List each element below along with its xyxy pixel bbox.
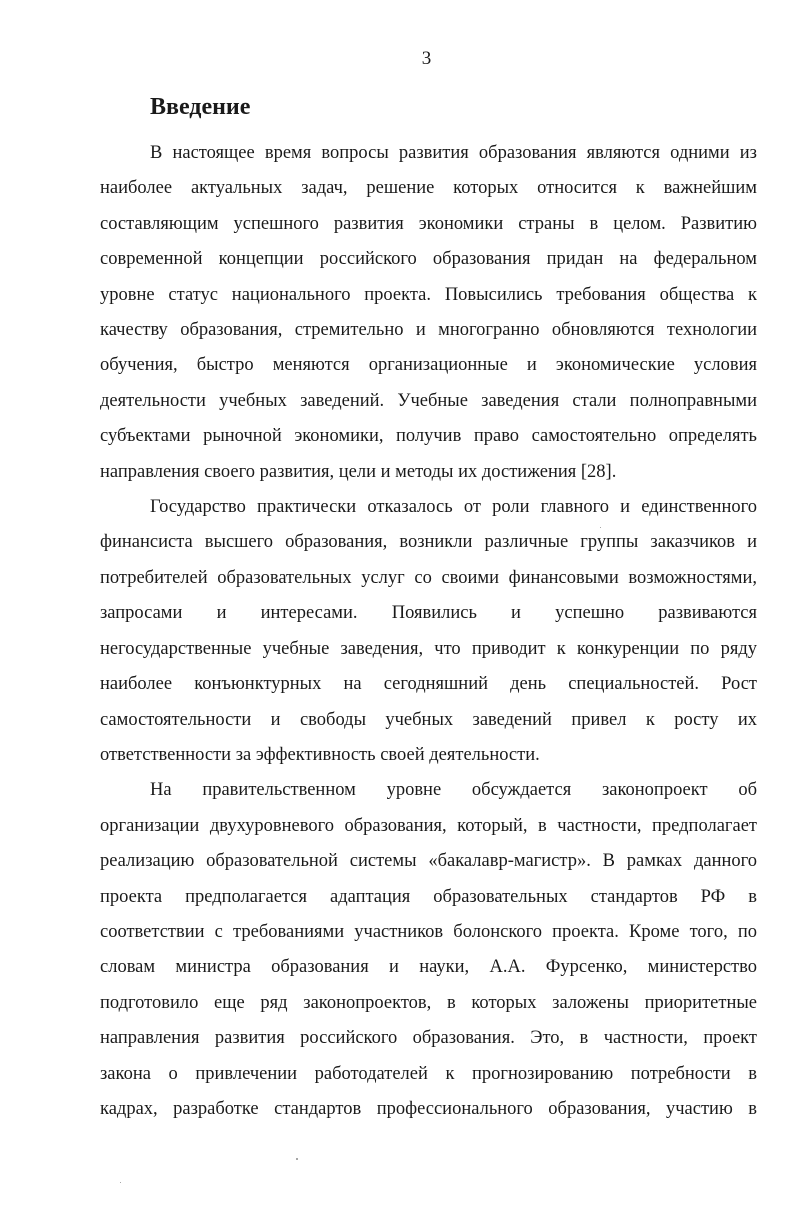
text-line: негосударственные учебные заведения, что приводит к конкуренции по ряду bbox=[100, 638, 757, 659]
section-heading: Введение bbox=[150, 94, 251, 120]
text-line: обучения, быстро меняются организационные и экономические условия bbox=[100, 355, 757, 376]
scan-speck bbox=[296, 1158, 298, 1160]
text-line: запросами и интересами. Появились и успешно развиваются bbox=[100, 603, 757, 624]
scan-speck bbox=[600, 527, 601, 528]
text-line: субъектами рыночной экономики, получив право самостоятельно определять bbox=[100, 426, 757, 447]
text-line: самостоятельности и свободы учебных заведений привел к росту их bbox=[100, 709, 757, 730]
text-line: соответствии с требованиями участников болонского проекта. Кроме того, по bbox=[100, 921, 757, 942]
text-line: качеству образования, стремительно и многогранно обновляются технологии bbox=[100, 320, 757, 341]
text-line: наиболее конъюнктурных на сегодняшний день специальностей. Рост bbox=[100, 674, 757, 695]
text-line: словам министра образования и науки, А.А. Фурсенко, министерство bbox=[100, 957, 757, 978]
text-line: ответственности за эффективность своей деятельности. bbox=[100, 744, 540, 765]
text-line: В настоящее время вопросы развития образования являются одними из bbox=[150, 143, 757, 163]
text-line: реализацию образовательной системы «бакалавр-магистр». В рамках данного bbox=[100, 851, 757, 872]
text-line: потребителей образовательных услуг со своими финансовыми возможностями, bbox=[100, 567, 757, 588]
text-line: Государство практически отказалось от роли главного и единственного bbox=[150, 497, 757, 518]
text-line: направления развития российского образования. Это, в частности, проект bbox=[100, 1028, 757, 1049]
text-line: наиболее актуальных задач, решение которых относится к важнейшим bbox=[100, 178, 757, 199]
text-line: уровне статус национального проекта. Повысились требования общества к bbox=[100, 284, 757, 305]
page-number: 3 bbox=[421, 48, 432, 69]
text-line: кадрах, разработке стандартов профессионального образования, участию в bbox=[100, 1098, 757, 1119]
text-line: деятельности учебных заведений. Учебные заведения стали полноправными bbox=[100, 390, 757, 411]
text-line: На правительственном уровне обсуждается законопроект об bbox=[150, 780, 757, 801]
text-line: финансиста высшего образования, возникли различные группы заказчиков и bbox=[100, 532, 757, 553]
text-line: организации двухуровневого образования, который, в частности, предполагает bbox=[100, 815, 757, 836]
paragraph-1 bbox=[100, 136, 757, 490]
text-line: закона о привлечении работодателей к прогнозированию потребности в bbox=[100, 1063, 757, 1084]
text-line: проекта предполагается адаптация образовательных стандартов РФ в bbox=[100, 886, 757, 907]
body-text bbox=[100, 136, 757, 1127]
text-line: подготовило еще ряд законопроектов, в которых заложены приоритетные bbox=[100, 992, 757, 1013]
text-line: направления своего развития, цели и методы их достижения [28]. bbox=[100, 461, 617, 482]
scan-speck bbox=[120, 1182, 121, 1183]
text-line: современной концепции российского образования придан на федеральном bbox=[100, 249, 757, 270]
text-line: составляющим успешного развития экономики страны в целом. Развитию bbox=[100, 213, 757, 234]
paragraph-3 bbox=[100, 773, 757, 1127]
paragraph-2 bbox=[100, 490, 757, 773]
